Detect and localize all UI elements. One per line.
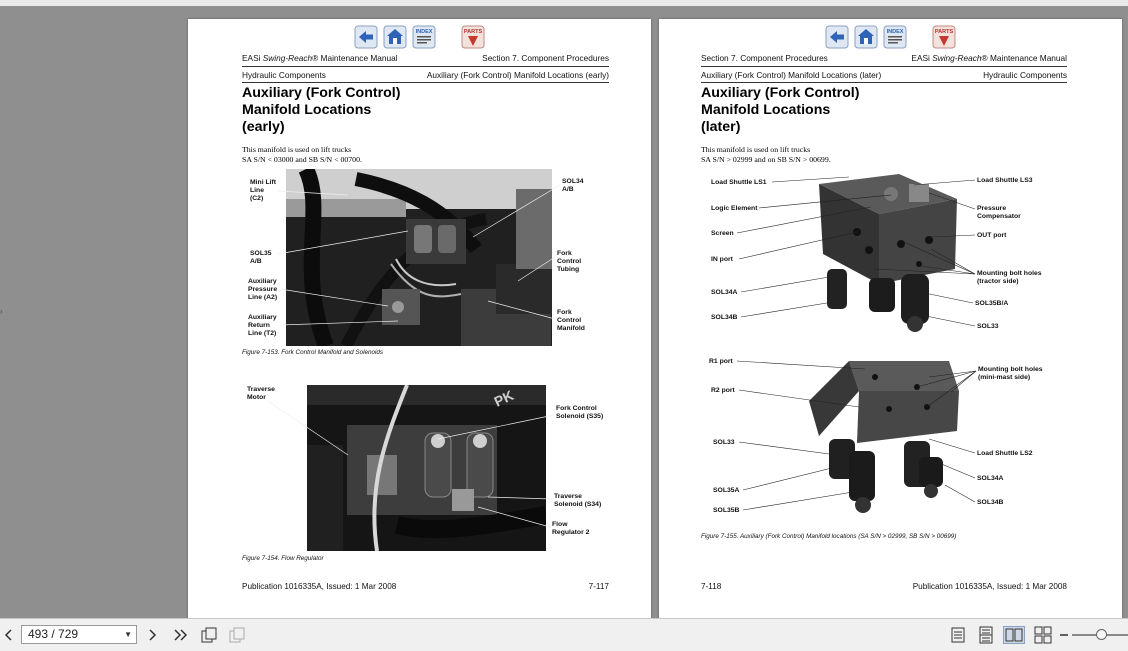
svg-text:INDEX: INDEX [415, 29, 433, 35]
next-page-icon[interactable] [145, 626, 161, 644]
label-load-shuttle-ls3: Load Shuttle LS3 [977, 177, 1033, 184]
label-sol33-lower: SOL33 [713, 439, 735, 446]
two-page-continuous-icon[interactable] [1033, 626, 1053, 644]
section-header: Section 7. Component Procedures [482, 53, 609, 63]
label-sol35: SOL35 A/B [250, 250, 272, 265]
svg-text:PARTS: PARTS [934, 29, 954, 35]
subheader-right: Hydraulic Components [983, 70, 1067, 80]
subheader-rule [701, 82, 1067, 83]
label-sol34: SOL34 A/B [562, 178, 584, 193]
body-text: This manifold is used on lift trucks SA S/N > 02999 and on SB S/N > 00699. [701, 145, 831, 164]
label-fork-control-solenoid: Fork Control Solenoid (S35) [556, 405, 604, 420]
header-rule [242, 66, 609, 67]
label-r2-port: R2 port [711, 387, 735, 394]
continuous-page-icon[interactable] [977, 626, 995, 644]
two-page-icon[interactable] [1003, 626, 1025, 644]
index-icon[interactable] [412, 25, 436, 49]
label-sol34b: SOL34B [711, 314, 738, 321]
page-title: Auxiliary (Fork Control) Manifold Locations (early) [242, 85, 401, 135]
document-viewer [0, 6, 1128, 618]
zoom-slider-handle[interactable] [1096, 629, 1107, 640]
page-nav-buttons [659, 25, 1122, 51]
footer-publication: Publication 1016335A, Issued: 1 Mar 2008 [242, 582, 397, 591]
label-traverse-solenoid: Traverse Solenoid (S34) [554, 493, 602, 508]
manifold-mini-mast-side-photo [809, 361, 969, 521]
label-sol34a: SOL34A [711, 289, 738, 296]
subheader-left: Auxiliary (Fork Control) Manifold Locations (later) [701, 70, 882, 80]
label-out-port: OUT port [977, 232, 1007, 239]
prev-page-icon[interactable] [2, 626, 16, 644]
label-pressure-compensator: Pressure Compensator [977, 205, 1021, 220]
label-load-shuttle-ls1: Load Shuttle LS1 [711, 179, 767, 186]
page-number-input[interactable] [21, 625, 137, 644]
page-indicator-text: 493 / 729 [28, 627, 79, 641]
home-icon[interactable] [854, 25, 878, 49]
label-sol33: SOL33 [977, 323, 999, 330]
fork-control-manifold-photo [286, 169, 552, 346]
chevron-down-icon[interactable]: ▼ [124, 630, 132, 639]
label-load-shuttle-ls2: Load Shuttle LS2 [977, 450, 1033, 457]
page-nav-buttons [188, 25, 651, 51]
page-title: Auxiliary (Fork Control) Manifold Locations (later) [701, 85, 860, 135]
manual-title: EASi Swing-Reach® Maintenance Manual [242, 53, 398, 63]
back-arrow-icon[interactable] [825, 25, 849, 49]
last-page-icon[interactable] [171, 626, 191, 644]
label-in-port: IN port [711, 256, 733, 263]
label-r1-port: R1 port [709, 358, 733, 365]
label-sol35ba: SOL35B/A [975, 300, 1009, 307]
label-fork-control-tubing: Fork Control Tubing [557, 250, 582, 273]
section-header: Section 7. Component Procedures [701, 53, 828, 63]
manual-title: EASi Swing-Reach® Maintenance Manual [911, 53, 1067, 63]
subheader-right: Auxiliary (Fork Control) Manifold Locations (early) [426, 70, 609, 80]
index-icon[interactable] [883, 25, 907, 49]
label-flow-regulator: Flow Regulator 2 [552, 521, 590, 536]
page-number: 7-118 [701, 582, 722, 591]
figure-7-155-caption: Figure 7-155. Auxiliary (Fork Control) Manifold locations (SA S/N > 02999, SB S/N > 00699) [701, 533, 957, 540]
label-mini-lift-line: Mini Lift Line (C2) [250, 179, 277, 202]
zoom-out-icon[interactable] [1058, 626, 1070, 644]
label-screen: Screen [711, 230, 734, 237]
label-aux-return-line: Auxiliary Return Line (T2) [248, 314, 277, 337]
label-sol35a: SOL35A [713, 487, 740, 494]
parts-icon[interactable] [932, 25, 956, 49]
manifold-tractor-side-photo [809, 174, 959, 334]
svg-text:PARTS: PARTS [463, 29, 483, 35]
figure-7-154-caption: Figure 7-154. Flow Regulator [242, 555, 324, 562]
label-fork-control-manifold: Fork Control Manifold [557, 309, 585, 332]
header-rule [701, 66, 1067, 67]
parts-icon[interactable] [461, 25, 485, 49]
back-arrow-icon[interactable] [354, 25, 378, 49]
footer-publication: Publication 1016335A, Issued: 1 Mar 2008 [912, 582, 1067, 591]
left-collapse-handle[interactable]: › [0, 307, 3, 316]
label-sol34b-lower: SOL34B [977, 499, 1004, 506]
subheader-rule [242, 82, 609, 83]
label-mounting-bolt-holes-tractor: Mounting bolt holes (tractor side) [977, 270, 1042, 285]
label-sol34a-lower: SOL34A [977, 475, 1004, 482]
label-logic-element: Logic Element [711, 205, 758, 212]
page-layout-icon[interactable] [200, 626, 218, 644]
label-sol35b: SOL35B [713, 507, 740, 514]
home-icon[interactable] [383, 25, 407, 49]
label-traverse-motor: Traverse Motor [247, 386, 275, 401]
page-7-118 [659, 19, 1122, 619]
label-mounting-bolt-holes-mast: Mounting bolt holes (mini-mast side) [978, 366, 1043, 381]
body-text: This manifold is used on lift trucks SA S/N < 03000 and SB S/N < 00700. [242, 145, 362, 164]
label-aux-pressure-line: Auxiliary Pressure Line (A2) [248, 278, 278, 301]
page-number: 7-117 [588, 582, 609, 591]
bottom-toolbar [0, 618, 1128, 651]
page-7-117 [188, 19, 651, 619]
flow-regulator-photo [307, 385, 546, 551]
figure-7-153-caption: Figure 7-153. Fork Control Manifold and Solenoids [242, 349, 384, 356]
subheader-left: Hydraulic Components [242, 70, 326, 80]
svg-text:INDEX: INDEX [886, 29, 904, 35]
svg-text:PK: PK [491, 386, 516, 410]
page-layout-2-icon[interactable] [228, 626, 246, 644]
single-page-icon[interactable] [949, 626, 967, 644]
